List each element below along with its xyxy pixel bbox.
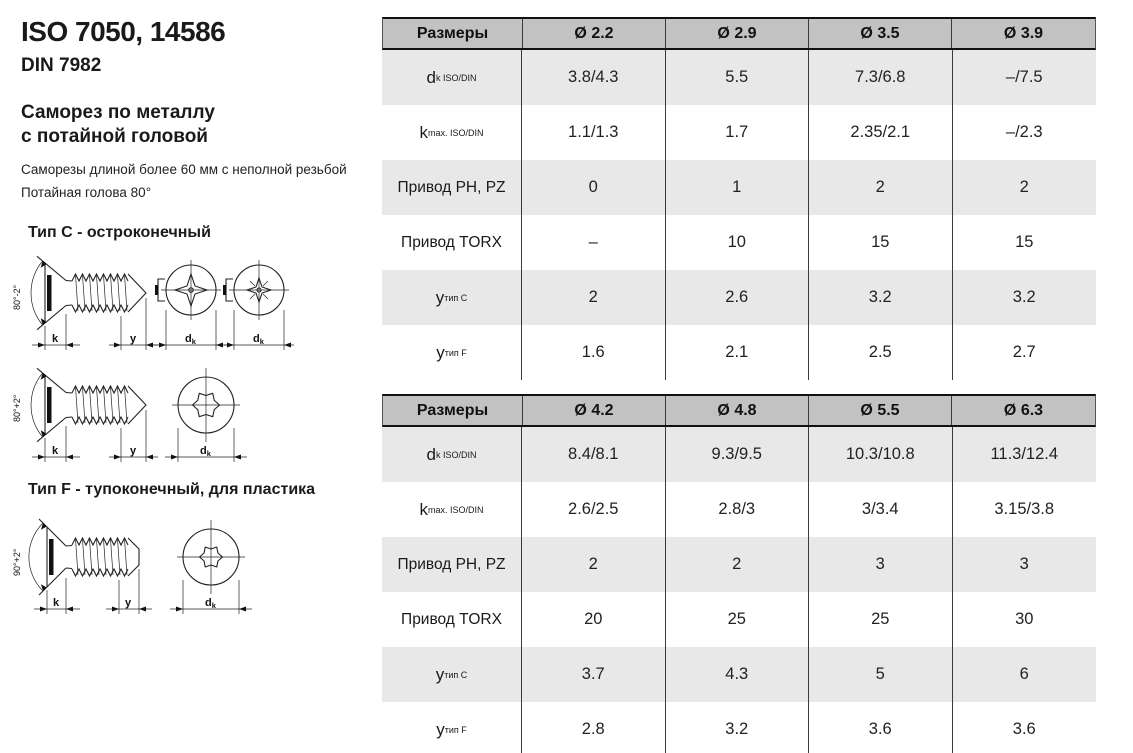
spec-value: 1.6 bbox=[522, 325, 666, 380]
row-label bbox=[382, 592, 522, 647]
row-label-subscript: k ISO/DIN bbox=[435, 449, 477, 460]
spec-value: 3 bbox=[809, 537, 953, 592]
tables-panel bbox=[382, 17, 1096, 753]
pz-head-view bbox=[223, 260, 289, 320]
angle-label: 80°-2° bbox=[12, 284, 22, 310]
spec-value: 11.3/12.4 bbox=[990, 445, 1059, 463]
spec-value: 25 bbox=[666, 592, 810, 647]
screw-side-view bbox=[12, 519, 139, 595]
row-label bbox=[382, 50, 522, 105]
row-label-main: y bbox=[435, 287, 445, 307]
row-label-main: y bbox=[435, 664, 445, 684]
diameter-column-header: Ø 3.9 bbox=[1003, 24, 1044, 42]
table-row bbox=[382, 482, 1096, 537]
spec-value: 3.2 bbox=[1012, 288, 1036, 306]
row-label-subscript: тип C bbox=[444, 669, 468, 680]
spec-value: 8.4/8.1 bbox=[522, 427, 666, 482]
spec-value: 2.5 bbox=[809, 325, 953, 380]
spec-value: 1.1/1.3 bbox=[522, 105, 666, 160]
spec-value: 2.8 bbox=[522, 702, 666, 753]
spec-value: 2.6/2.5 bbox=[522, 482, 666, 537]
spec-value: 3/3.4 bbox=[809, 482, 953, 537]
spec-value: 4.3 bbox=[666, 647, 810, 702]
diameter-column-header: Ø 2.9 bbox=[666, 19, 809, 48]
spec-value: 3.2 bbox=[809, 270, 953, 325]
type-c-heading: Тип C - остроконечный bbox=[28, 224, 211, 241]
spec-value: 2.1 bbox=[666, 325, 810, 380]
table-row bbox=[382, 160, 1096, 215]
product-description bbox=[21, 158, 347, 204]
screw-side-view bbox=[12, 368, 146, 441]
spec-value: 2 bbox=[522, 270, 666, 325]
spec-value: 6 bbox=[1019, 665, 1029, 683]
header-label: Размеры bbox=[383, 19, 523, 48]
spec-value: 10.3/10.8 bbox=[809, 427, 953, 482]
spec-value: 0 bbox=[522, 160, 666, 215]
type-c-drawing-ph-pz bbox=[6, 248, 296, 360]
header-row bbox=[382, 394, 1096, 427]
table-row bbox=[382, 702, 1096, 753]
table-row bbox=[382, 427, 1096, 482]
spec-value: 3.15/3.8 bbox=[994, 500, 1055, 518]
angle-label: 90°+2° bbox=[12, 548, 22, 576]
spec-value: 25 bbox=[809, 592, 953, 647]
spec-value: 15 bbox=[809, 215, 953, 270]
spec-value: 2 bbox=[1019, 178, 1029, 196]
row-label-main: Привод TORX bbox=[401, 233, 502, 251]
spec-value: 2 bbox=[809, 160, 953, 215]
row-label-main: y bbox=[436, 342, 445, 362]
table-row bbox=[382, 270, 1096, 325]
spec-table-2 bbox=[382, 394, 1096, 753]
svg-text:y: y bbox=[125, 597, 132, 609]
table-row bbox=[382, 105, 1096, 160]
spec-value: 1.7 bbox=[666, 105, 810, 160]
torx-head-view bbox=[177, 520, 245, 594]
row-label-subscript: тип C bbox=[444, 292, 468, 303]
ph-head-view bbox=[155, 260, 221, 320]
type-c-drawing-torx bbox=[6, 360, 250, 472]
row-label-main: Привод PH, PZ bbox=[397, 555, 506, 573]
row-label-main: Привод PH, PZ bbox=[397, 178, 506, 196]
row-label bbox=[382, 537, 522, 592]
row-label-subscript: тип F bbox=[444, 347, 467, 358]
dimension-k bbox=[32, 314, 80, 350]
spec-value: 7.3/6.8 bbox=[809, 50, 953, 105]
row-label bbox=[382, 270, 522, 325]
row-label-subscript: тип F bbox=[444, 724, 467, 735]
svg-text:dk: dk bbox=[200, 445, 211, 458]
svg-text:dk: dk bbox=[185, 333, 196, 346]
spec-value: 3 bbox=[1019, 555, 1029, 573]
row-label-subscript: k ISO/DIN bbox=[435, 72, 477, 83]
product-name bbox=[21, 101, 215, 150]
spec-value: 3.6 bbox=[1012, 720, 1036, 738]
dimension-k bbox=[32, 426, 80, 462]
header-label: Размеры bbox=[383, 396, 523, 425]
svg-text:k: k bbox=[53, 597, 60, 609]
table-row bbox=[382, 215, 1096, 270]
spec-value: –/2.3 bbox=[1005, 123, 1043, 141]
row-label-main: k bbox=[419, 499, 428, 519]
page-subtitle: DIN 7982 bbox=[21, 55, 102, 76]
diameter-column-header: Ø 2.2 bbox=[523, 19, 666, 48]
diameter-column-header: Ø 5.5 bbox=[809, 396, 952, 425]
svg-text:dk: dk bbox=[253, 333, 264, 346]
page-title: ISO 7050, 14586 bbox=[21, 16, 226, 47]
table-row bbox=[382, 537, 1096, 592]
table-row bbox=[382, 592, 1096, 647]
row-label bbox=[382, 105, 522, 160]
torx-head-view bbox=[172, 368, 240, 442]
spec-value: 2.35/2.1 bbox=[809, 105, 953, 160]
header-row bbox=[382, 17, 1096, 50]
row-label-main: d bbox=[426, 67, 436, 87]
spec-value: 9.3/9.5 bbox=[666, 427, 810, 482]
diameter-column-header: Ø 6.3 bbox=[1003, 401, 1044, 419]
spec-value: 3.6 bbox=[809, 702, 953, 753]
spec-value: 3.7 bbox=[522, 647, 666, 702]
svg-text:y: y bbox=[130, 333, 137, 345]
row-label bbox=[382, 325, 522, 380]
row-label bbox=[382, 702, 522, 753]
spec-value: 5.5 bbox=[666, 50, 810, 105]
row-label bbox=[382, 647, 522, 702]
table-row bbox=[382, 50, 1096, 105]
row-label-main: y bbox=[436, 719, 445, 739]
spec-value: –/7.5 bbox=[1005, 68, 1043, 86]
angle-label: 80°+2° bbox=[12, 394, 22, 422]
spec-value: – bbox=[522, 215, 666, 270]
svg-text:k: k bbox=[52, 333, 59, 345]
type-f-drawing-torx bbox=[6, 512, 256, 624]
row-label-subscript: max. ISO/DIN bbox=[427, 504, 484, 515]
spec-value: 5 bbox=[809, 647, 953, 702]
spec-value: 2 bbox=[522, 537, 666, 592]
table-row bbox=[382, 647, 1096, 702]
spec-value: 3.2 bbox=[666, 702, 810, 753]
spec-value: 3.8/4.3 bbox=[522, 50, 666, 105]
table-row bbox=[382, 325, 1096, 380]
diameter-column-header: Ø 4.8 bbox=[666, 396, 809, 425]
spec-value: 2.6 bbox=[666, 270, 810, 325]
diameter-column-header: Ø 4.2 bbox=[523, 396, 666, 425]
spec-value: 2.7 bbox=[1012, 343, 1036, 361]
row-label-main: d bbox=[426, 444, 436, 464]
row-label bbox=[382, 482, 522, 537]
type-f-heading: Тип F - тупоконечный, для пластика bbox=[28, 481, 316, 498]
row-label-subscript: max. ISO/DIN bbox=[427, 127, 484, 138]
svg-text:k: k bbox=[52, 445, 59, 457]
row-label bbox=[382, 160, 522, 215]
spec-value: 10 bbox=[666, 215, 810, 270]
spec-value: 1 bbox=[666, 160, 810, 215]
description-line1: Саморезы длиной более 60 мм с неполной резьбой bbox=[21, 162, 347, 177]
description-line2: Потайная голова 80° bbox=[21, 185, 152, 201]
row-label bbox=[382, 215, 522, 270]
diameter-column-header: Ø 3.5 bbox=[809, 19, 952, 48]
spec-table-1 bbox=[382, 17, 1096, 380]
product-name-line2: с потайной головой bbox=[21, 126, 208, 148]
spec-value: 20 bbox=[522, 592, 666, 647]
svg-text:y: y bbox=[130, 445, 137, 457]
row-label-main: k bbox=[419, 122, 428, 142]
screw-side-view bbox=[12, 256, 146, 329]
spec-value: 2.8/3 bbox=[666, 482, 810, 537]
row-label bbox=[382, 427, 522, 482]
spec-value: 30 bbox=[1015, 610, 1034, 628]
spec-value: 2 bbox=[666, 537, 810, 592]
dimension-k bbox=[34, 578, 80, 614]
product-name-line1: Саморез по металлу bbox=[21, 102, 215, 123]
svg-text:dk: dk bbox=[205, 597, 216, 610]
spec-value: 15 bbox=[1015, 233, 1034, 251]
row-label-main: Привод TORX bbox=[401, 610, 502, 628]
